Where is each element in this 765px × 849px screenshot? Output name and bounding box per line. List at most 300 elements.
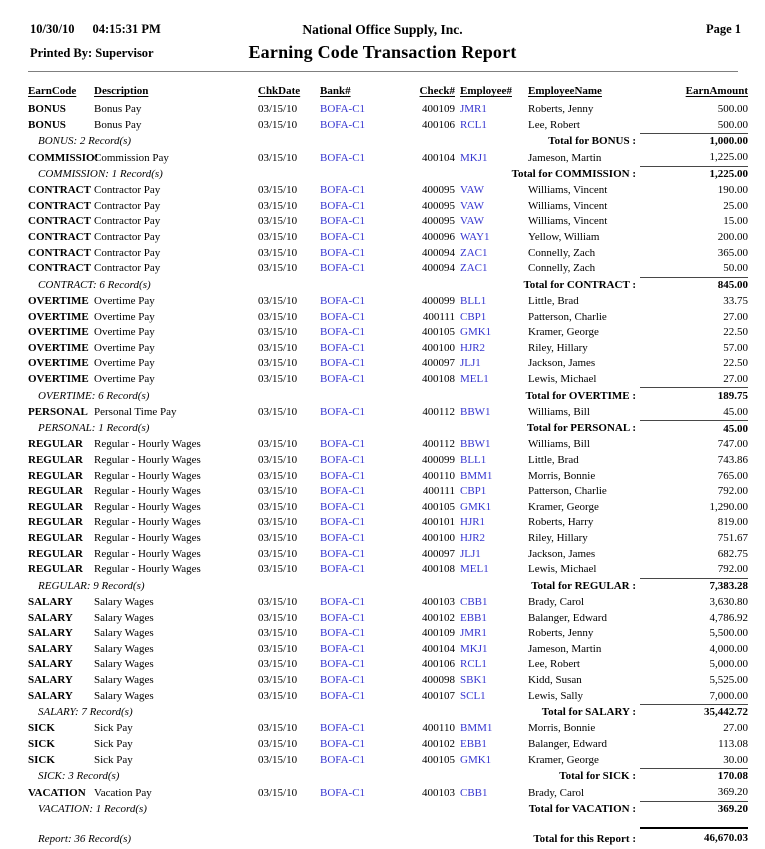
earn-code-cell: SALARY [28,627,73,640]
bank-link[interactable]: BOFA-C1 [320,689,366,702]
chk-date-cell: 03/15/10 [258,405,298,418]
earn-amount-cell: 4,000.00 [709,642,748,655]
earn-code-cell: SALARY [28,642,73,655]
employee-name-cell: Brady, Carol [528,595,585,608]
earn-amount-cell: 190.00 [717,184,748,197]
group-total-amount: 369.20 [640,801,748,818]
earn-code-cell: VACATION [28,786,86,799]
earn-code-cell: SALARY [28,611,73,624]
check-number-cell: 400102 [422,737,455,750]
bank-link[interactable]: BOFA-C1 [320,230,366,243]
earn-code-cell: SALARY [28,595,73,608]
description-cell: Vacation Pay [94,786,152,799]
employee-link[interactable]: HJR2 [460,532,486,544]
bank-link[interactable]: BOFA-C1 [320,469,366,482]
earn-amount-cell: 27.00 [723,372,748,385]
report-total-row [28,828,748,849]
earn-amount-cell: 1,225.00 [709,151,748,164]
chk-date-cell: 03/15/10 [258,547,298,560]
bank-link[interactable]: BOFA-C1 [320,595,366,608]
check-number-cell: 400110 [422,469,455,482]
description-cell: Regular - Hourly Wages [94,438,201,451]
earn-amount-cell: 33.75 [723,294,748,307]
bank-link[interactable]: BOFA-C1 [320,341,366,354]
bank-link[interactable]: BOFA-C1 [320,627,366,640]
chk-date-cell: 03/15/10 [258,357,298,370]
employee-name-cell: Roberts, Jenny [528,627,594,640]
earn-amount-cell: 819.00 [717,516,748,529]
description-cell: Regular - Hourly Wages [94,532,201,544]
employee-link[interactable]: CBB1 [460,595,488,608]
description-cell: Overtime Pay [94,341,155,354]
detail-row [28,531,748,547]
check-number-cell: 400103 [422,595,455,608]
description-cell: Salary Wages [94,673,154,686]
detail-row [28,356,748,372]
col-header-earnamount: EarnAmount [685,85,748,97]
description-cell: Contractor Pay [94,184,161,197]
detail-row [28,500,748,516]
group-record-count: PERSONAL: 1 Record(s) [38,422,150,435]
earn-code-cell: REGULAR [28,547,84,560]
bank-link[interactable]: BOFA-C1 [320,215,366,228]
group-summary-row [28,421,748,438]
col-header-bank: Bank# [320,85,351,97]
employee-link[interactable]: CBP1 [460,485,487,498]
employee-name-cell: Jameson, Martin [528,151,602,164]
employee-link[interactable]: JMR1 [460,627,487,640]
employee-link[interactable]: BBW1 [460,438,491,451]
bank-link[interactable]: BOFA-C1 [320,532,366,544]
group-record-count: BONUS: 2 Record(s) [38,135,132,148]
col-header-employeename: EmployeeName [528,85,602,97]
employee-link[interactable]: GMK1 [460,500,492,513]
check-number-cell: 400096 [422,230,455,243]
bank-link[interactable]: BOFA-C1 [320,722,366,735]
bank-link[interactable]: BOFA-C1 [320,262,366,275]
chk-date-cell: 03/15/10 [258,294,298,307]
group-total-amount: 45.00 [640,421,748,438]
employee-link[interactable]: GMK1 [460,326,492,339]
group-total-amount: 170.08 [640,769,748,786]
detail-row [28,437,748,453]
company-name: National Office Supply, Inc. [302,22,463,37]
description-cell: Regular - Hourly Wages [94,469,201,482]
description-cell: Sick Pay [94,737,133,750]
earn-amount-cell: 5,525.00 [709,673,748,686]
earn-amount-cell: 792.00 [717,563,748,576]
employee-link[interactable]: EBB1 [460,611,487,624]
col-header-employee: Employee# [460,85,512,97]
bank-link[interactable]: BOFA-C1 [320,516,366,529]
description-cell: Commission Pay [94,151,169,164]
bank-link[interactable]: BOFA-C1 [320,786,366,799]
earn-code-cell: OVERTIME [28,326,89,339]
check-number-cell: 400112 [422,438,455,451]
check-number-cell: 400104 [422,151,455,164]
employee-name-cell: Roberts, Harry [528,516,594,529]
group-record-count: SALARY: 7 Record(s) [38,706,133,719]
detail-row [28,562,748,578]
earn-amount-cell: 747.00 [717,438,748,451]
earn-amount-cell: 22.50 [723,326,748,339]
bank-link[interactable]: BOFA-C1 [320,103,366,115]
earn-code-cell: PERSONAL [28,405,88,418]
check-number-cell: 400105 [422,753,455,766]
employee-link[interactable]: HJR2 [460,341,486,354]
earn-code-cell: OVERTIME [28,373,89,386]
earn-code-cell: OVERTIME [28,310,89,323]
group-total-label: Total for BONUS : [548,135,636,148]
employee-link[interactable]: VAW [460,184,484,197]
check-number-cell: 400108 [422,373,455,386]
description-cell: Contractor Pay [94,262,161,275]
detail-row [28,325,748,341]
employee-link[interactable]: RCL1 [460,118,487,131]
check-number-cell: 400107 [422,689,455,702]
detail-row [28,721,748,737]
detail-row [28,199,748,215]
earn-code-cell: CONTRACT [28,246,91,259]
earn-amount-cell: 5,500.00 [709,627,748,640]
group-total-label: Total for SALARY : [541,706,636,719]
description-cell: Salary Wages [94,611,154,624]
bank-link[interactable]: BOFA-C1 [320,673,366,686]
bank-link[interactable]: BOFA-C1 [320,611,366,624]
spacer-cell [28,818,748,828]
chk-date-cell: 03/15/10 [258,184,298,197]
chk-date-cell: 03/15/10 [258,753,298,766]
chk-date-cell: 03/15/10 [258,689,298,702]
earn-code-cell: OVERTIME [28,341,89,354]
employee-name-cell: Williams, Bill [528,405,590,418]
check-number-cell: 400100 [422,532,455,544]
table-header [28,78,748,102]
employee-link[interactable]: BMM1 [460,722,493,735]
detail-row [28,372,748,388]
check-number-cell: 400108 [422,563,455,576]
employee-name-cell: Lewis, Michael [528,373,597,386]
spacer-row [28,818,748,828]
earn-code-cell: REGULAR [28,469,84,482]
earn-code-cell: SICK [28,737,55,750]
employee-name-cell: Roberts, Jenny [528,103,594,115]
bank-link[interactable]: BOFA-C1 [320,485,366,498]
report-record-count: Report: 36 Record(s) [38,833,132,846]
group-record-count: CONTRACT: 6 Record(s) [38,278,151,291]
description-cell: Personal Time Pay [94,405,177,418]
bank-link[interactable]: BOFA-C1 [320,737,366,750]
earn-code-cell: OVERTIME [28,294,89,307]
chk-date-cell: 03/15/10 [258,246,298,259]
earn-code-cell: REGULAR [28,500,84,513]
employee-name-cell: Balanger, Edward [528,737,607,750]
chk-date-cell: 03/15/10 [258,532,298,544]
chk-date-cell: 03/15/10 [258,454,298,467]
earn-code-cell: CONTRACT [28,230,91,243]
bank-link[interactable]: BOFA-C1 [320,753,366,766]
employee-link[interactable]: MKJ1 [460,642,488,655]
employee-link[interactable]: MEL1 [460,563,489,576]
description-cell: Salary Wages [94,627,154,640]
employee-link[interactable]: HJR1 [460,516,486,529]
earn-code-cell: SALARY [28,658,73,671]
earn-amount-cell: 113.08 [718,737,748,750]
employee-name-cell: Williams, Bill [528,438,590,451]
bank-link[interactable]: BOFA-C1 [320,373,366,386]
group-total-label: Total for COMMISSION : [511,168,636,181]
description-cell: Contractor Pay [94,215,161,228]
employee-name-cell: Balanger, Edward [528,611,607,624]
employee-name-cell: Little, Brad [528,294,579,307]
group-summary-row [28,166,748,183]
employee-link[interactable]: BLL1 [460,294,487,307]
earn-amount-cell: 792.00 [717,485,748,498]
bank-link[interactable]: BOFA-C1 [320,547,366,560]
group-total-amount: 1,000.00 [640,134,748,151]
chk-date-cell: 03/15/10 [258,373,298,386]
description-cell: Salary Wages [94,642,154,655]
check-number-cell: 400098 [422,673,455,686]
employee-name-cell: Kramer, George [528,326,599,339]
employee-link[interactable]: WAY1 [460,230,490,243]
detail-row [28,785,748,801]
earn-amount-cell: 765.00 [717,469,748,482]
chk-date-cell: 03/15/10 [258,151,298,164]
bank-link[interactable]: BOFA-C1 [320,151,366,164]
earn-amount-cell: 200.00 [717,230,748,243]
chk-date-cell: 03/15/10 [258,627,298,640]
earn-code-cell: COMMISSIO! [28,151,99,164]
earn-amount-cell: 500.00 [717,103,748,115]
transaction-table [28,78,748,849]
check-number-cell: 400099 [422,454,455,467]
earn-amount-cell: 7,000.00 [709,689,748,702]
group-summary-row [28,705,748,722]
detail-row [28,657,748,673]
description-cell: Overtime Pay [94,373,155,386]
employee-link[interactable]: VAW [460,199,484,212]
employee-link[interactable]: CBP1 [460,310,487,323]
check-number-cell: 400097 [422,547,455,560]
bank-link[interactable]: BOFA-C1 [320,658,366,671]
employee-link[interactable]: ZAC1 [460,246,488,259]
print-time: 04:15:31 PM [92,22,161,36]
detail-row [28,230,748,246]
earn-code-cell: BONUS [28,103,66,115]
group-record-count: SICK: 3 Record(s) [38,770,120,783]
employee-link[interactable]: BMM1 [460,469,493,482]
check-number-cell: 400102 [422,611,455,624]
bank-link[interactable]: BOFA-C1 [320,294,366,307]
bank-link[interactable]: BOFA-C1 [320,118,366,131]
employee-link[interactable]: SBK1 [460,673,487,686]
check-number-cell: 400112 [422,405,455,418]
detail-row [28,753,748,769]
check-number-cell: 400095 [422,199,455,212]
employee-link[interactable]: JLJ1 [460,547,481,560]
employee-link[interactable]: BLL1 [460,454,487,467]
description-cell: Overtime Pay [94,326,155,339]
employee-name-cell: Williams, Vincent [528,215,608,228]
check-number-cell: 400094 [422,246,455,259]
earn-amount-cell: 27.00 [723,310,748,323]
group-record-count: REGULAR: 9 Record(s) [38,579,145,592]
earn-amount-cell: 15.00 [723,215,748,228]
group-total-label: Total for SICK : [559,770,636,783]
description-cell: Overtime Pay [94,357,155,370]
group-summary-row [28,134,748,151]
employee-name-cell: Lewis, Sally [528,689,583,702]
check-number-cell: 400109 [422,627,455,640]
bank-link[interactable]: BOFA-C1 [320,405,366,418]
bank-link[interactable]: BOFA-C1 [320,438,366,451]
employee-link[interactable]: RCL1 [460,658,487,671]
chk-date-cell: 03/15/10 [258,737,298,750]
bank-link[interactable]: BOFA-C1 [320,199,366,212]
description-cell: Salary Wages [94,689,154,702]
employee-link[interactable]: JLJ1 [460,357,481,370]
chk-date-cell: 03/15/10 [258,326,298,339]
earn-code-cell: REGULAR [28,454,84,467]
employee-name-cell: Patterson, Charlie [528,485,607,498]
employee-link[interactable]: MKJ1 [460,151,488,164]
earn-amount-cell: 1,290.00 [709,500,748,513]
detail-row [28,183,748,199]
earn-code-cell: SALARY [28,673,73,686]
employee-link[interactable]: BBW1 [460,405,491,418]
detail-row [28,294,748,310]
bank-link[interactable]: BOFA-C1 [320,563,366,576]
earn-amount-cell: 5,000.00 [709,658,748,671]
employee-name-cell: Brady, Carol [528,786,585,799]
chk-date-cell: 03/15/10 [258,611,298,624]
report-total-label: Total for this Report : [533,833,636,846]
earn-code-cell: REGULAR [28,563,84,576]
chk-date-cell: 03/15/10 [258,673,298,686]
header-divider [28,71,738,72]
chk-date-cell: 03/15/10 [258,500,298,513]
bank-link[interactable]: BOFA-C1 [320,246,366,259]
detail-row [28,469,748,485]
employee-name-cell: Williams, Vincent [528,184,608,197]
employee-link[interactable]: MEL1 [460,373,489,386]
print-date: 10/30/10 [30,22,75,36]
check-number-cell: 400106 [422,118,455,131]
earn-amount-cell: 57.00 [723,341,748,354]
detail-row [28,453,748,469]
bank-link[interactable]: BOFA-C1 [320,310,366,323]
description-cell: Regular - Hourly Wages [94,485,201,498]
bank-link[interactable]: BOFA-C1 [320,454,366,467]
detail-row [28,150,748,166]
employee-link[interactable]: VAW [460,215,484,228]
printed-by: Printed By: Supervisor [30,46,154,60]
chk-date-cell: 03/15/10 [258,722,298,735]
description-cell: Salary Wages [94,658,154,671]
earn-amount-cell: 27.00 [723,722,748,735]
group-total-amount: 845.00 [640,277,748,294]
group-total-amount: 189.75 [640,388,748,405]
detail-row [28,310,748,326]
employee-name-cell: Jameson, Martin [528,642,602,655]
group-summary-row [28,277,748,294]
check-number-cell: 400106 [422,658,455,671]
earn-amount-cell: 751.67 [717,532,748,544]
detail-row [28,689,748,705]
check-number-cell: 400097 [422,357,455,370]
detail-row [28,626,748,642]
employee-name-cell: Morris, Bonnie [528,722,596,735]
page-number: Page 1 [705,22,741,36]
employee-name-cell: Lee, Robert [528,658,580,671]
description-cell: Contractor Pay [94,199,161,212]
bank-link[interactable]: BOFA-C1 [320,326,366,339]
employee-name-cell: Kidd, Susan [528,673,582,686]
earn-code-cell: CONTRACT [28,199,91,212]
check-number-cell: 400094 [422,262,455,275]
chk-date-cell: 03/15/10 [258,199,298,212]
chk-date-cell: 03/15/10 [258,230,298,243]
earn-amount-cell: 500.00 [717,118,748,131]
check-number-cell: 400110 [422,722,455,735]
report-total-amount: 46,670.03 [640,828,748,849]
bank-link[interactable]: BOFA-C1 [320,184,366,197]
earn-code-cell: REGULAR [28,485,84,498]
check-number-cell: 400100 [422,341,455,354]
employee-name-cell: Riley, Hillary [528,341,588,354]
employee-link[interactable]: ZAC1 [460,262,488,275]
detail-row [28,642,748,658]
employee-link[interactable]: JMR1 [460,103,487,115]
employee-name-cell: Williams, Vincent [528,199,608,212]
earn-amount-cell: 25.00 [723,199,748,212]
group-record-count: OVERTIME: 6 Record(s) [38,389,150,402]
earn-amount-cell: 743.86 [717,454,748,467]
description-cell: Salary Wages [94,595,154,608]
col-header-earncode: EarnCode [28,85,77,97]
earn-code-cell: CONTRACT [28,262,91,275]
chk-date-cell: 03/15/10 [258,469,298,482]
chk-date-cell: 03/15/10 [258,786,298,799]
group-total-amount: 35,442.72 [640,705,748,722]
description-cell: Regular - Hourly Wages [94,516,201,529]
check-number-cell: 400095 [422,184,455,197]
group-summary-row [28,578,748,595]
bank-link[interactable]: BOFA-C1 [320,500,366,513]
employee-link[interactable]: CBB1 [460,786,488,799]
group-record-count: VACATION: 1 Record(s) [38,802,147,815]
chk-date-cell: 03/15/10 [258,516,298,529]
employee-link[interactable]: GMK1 [460,753,492,766]
employee-link[interactable]: SCL1 [460,689,486,702]
chk-date-cell: 03/15/10 [258,262,298,275]
description-cell: Contractor Pay [94,246,161,259]
employee-link[interactable]: EBB1 [460,737,487,750]
chk-date-cell: 03/15/10 [258,658,298,671]
chk-date-cell: 03/15/10 [258,103,298,115]
bank-link[interactable]: BOFA-C1 [320,357,366,370]
detail-row [28,214,748,230]
chk-date-cell: 03/15/10 [258,563,298,576]
employee-name-cell: Jackson, James [528,357,596,370]
detail-row [28,341,748,357]
check-number-cell: 400109 [422,103,455,115]
detail-row [28,611,748,627]
check-number-cell: 400103 [422,786,455,799]
bank-link[interactable]: BOFA-C1 [320,642,366,655]
description-cell: Bonus Pay [94,103,142,115]
